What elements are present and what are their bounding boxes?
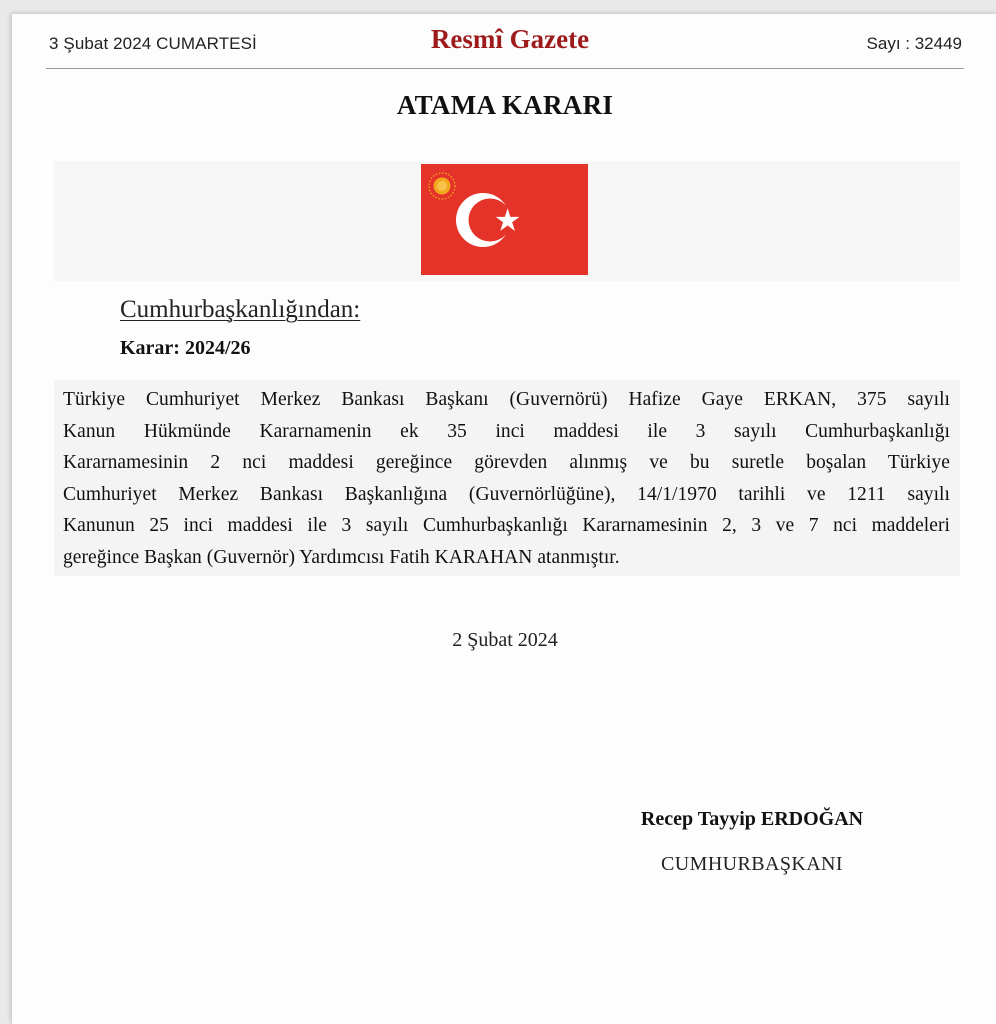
body-line: Kanunun 25 inci maddesi ile 3 sayılı Cumhurbaşkanlığı Kararnamesinin 2, 3 ve 7 nci maddeleri xyxy=(63,515,950,536)
publication-date: 3 Şubat 2024 CUMARTESİ xyxy=(49,34,257,53)
issuer-heading: Cumhurbaşkanlığından: xyxy=(120,296,361,323)
signer-name: Recep Tayyip ERDOĞAN xyxy=(640,808,864,830)
gazette-page xyxy=(12,14,996,1024)
signer-title: CUMHURBAŞKANI xyxy=(661,853,843,875)
decision-number: Karar: 2024/26 xyxy=(120,337,251,359)
signature-date: 2 Şubat 2024 xyxy=(452,629,558,651)
body-line: Kanun Hükmünde Kararnamenin ek 35 inci maddesi ile 3 sayılı Cumhurbaşkanlığı xyxy=(63,420,950,442)
header-divider xyxy=(46,68,964,69)
body-line: Türkiye Cumhuriyet Merkez Bankası Başkanı (Guvernörü) Hafize Gaye ERKAN, 375 sayılı xyxy=(63,389,950,410)
body-line: Kararnamesinin 2 nci maddesi gereğince görevden alınmış ve bu suretle boşalan Türkiye xyxy=(63,452,950,473)
gazette-title: Resmî Gazete xyxy=(430,24,590,54)
body-line: Cumhuriyet Merkez Bankası Başkanlığına (Guvernörlüğüne), 14/1/1970 tarihli ve 1211 sayılı xyxy=(63,483,950,505)
document-title: ATAMA KARARI xyxy=(396,90,614,120)
decision-body xyxy=(63,384,950,573)
body-line: gereğince Başkan (Guvernör) Yardımcısı Fatih KARAHAN atanmıştır. xyxy=(63,546,620,568)
turkish-flag-icon xyxy=(421,164,588,275)
issue-number: Sayı : 32449 xyxy=(866,34,962,53)
